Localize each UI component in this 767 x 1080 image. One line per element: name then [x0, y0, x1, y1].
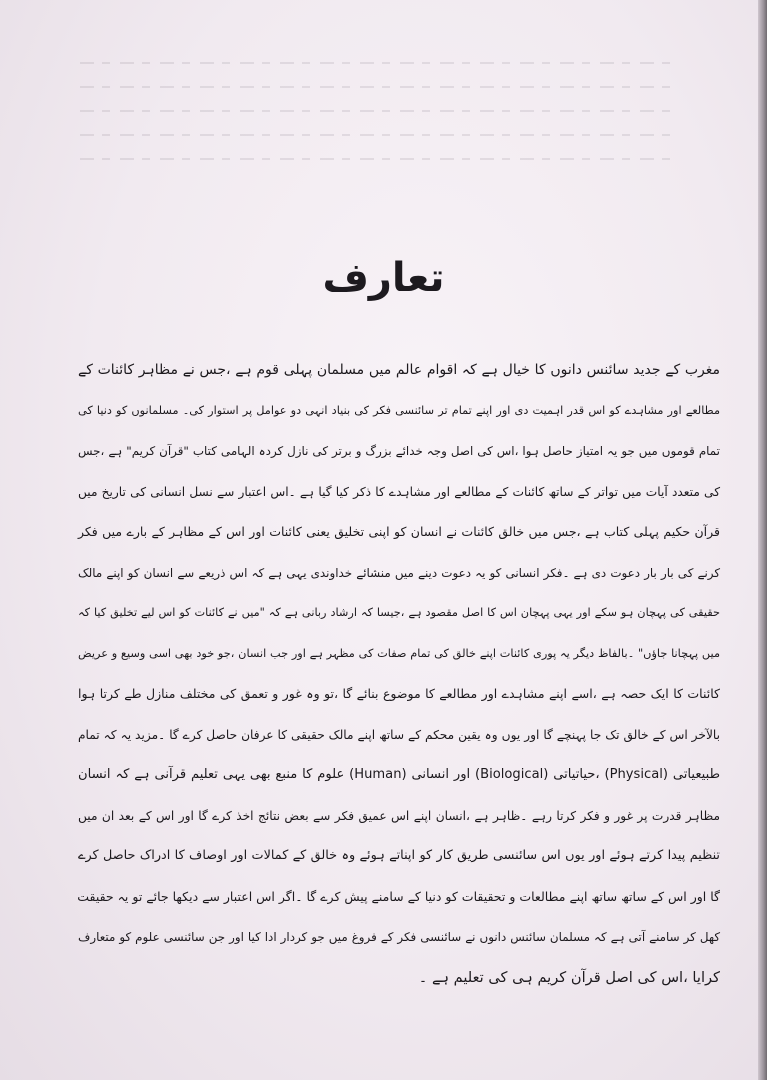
text-line: کرایا ،اس کی اصل قرآن کریم ہی کی تعلیم ہے ۔	[418, 968, 720, 986]
text-line: تنظیم پیدا کرتے ہوئے اور یوں اس سائنسی طریق کار کو اپناتے ہوئے وہ خالق کے کمالات اور اوصاف کا ادراک حاصل کرے	[78, 848, 720, 863]
text-line: کائنات کا ایک حصہ ہے ،اسے اپنے مشاہدے اور مطالعے کا موضوع بنائے گا ،تو وہ غور و تعمق کی مختلف منازل طے کرتا ہوا	[78, 686, 720, 701]
text-line: بالآخر اس کے خالق تک جا پہنچے گا اور یوں وہ یقین محکم کے ساتھ اپنے مالک حقیقی کا عرفان حاصل کرے گا ۔مزید یہ کہ تمام	[78, 727, 720, 742]
text-line: مغرب کے جدید سائنس دانوں کا خیال ہے کہ اقوام عالم میں مسلمان پہلی قوم ہے ،جس نے مظاہر کائنات کے	[78, 362, 720, 378]
body-paragraph	[78, 350, 720, 998]
text-line: تمام قوموں میں جو یہ امتیاز حاصل ہوا ،اس کی اصل وجہ خدائے بزرگ و برتر کی نازل کردہ الہامی کتاب "قرآن کریم" ہے ،جس	[78, 444, 720, 458]
text-line: کی متعدد آیات میں تواتر کے ساتھ کائنات کے مطالعے اور مشاہدے کا ذکر کیا گیا ہے ۔اس اعتبار سے نسل انسانی کی تاریخ میں	[78, 484, 720, 499]
text-line: کرنے کی بار بار دعوت دی ہے ۔فکر انسانی کو یہ دعوت دینے میں منشائے خداوندی یہی ہے کہ اس ذریعے سے انسان کو اپنے مالک	[78, 565, 720, 580]
text-line: طبیعیاتی (Physical) ،حیاتیاتی (Biological) اور انسانی (Human) علوم کا منبع بھی یہی تعلیم قرآنی ہے کہ انسان	[78, 767, 720, 782]
page-title: تعارف	[322, 255, 445, 301]
text-line: حقیقی کی پہچان ہو سکے اور یہی پہچان اس کا اصل مقصود ہے ،جیسا کہ ارشاد ربانی ہے کہ "میں نے کائنات کو اس لیے تخلیق کیا کہ	[78, 606, 720, 619]
text-line: مظاہر قدرت پر غور و فکر کرتا رہے ۔ظاہر ہے ،انسان اپنے اس عمیق فکر سے بعض نتائج اخذ کرے گا اور اس کے بعد ان میں	[78, 808, 720, 823]
text-line: مطالعے اور مشاہدے کو اس قدر اہمیت دی اور اپنے تمام تر سائنسی فکر کی بنیاد انہی دو عوامل پر استوار کی۔ مسلمانوں کو دنیا کی	[78, 403, 720, 417]
page-edge-shadow	[758, 0, 767, 1080]
text-line: قرآن حکیم پہلی کتاب ہے ،جس میں خالق کائنات نے انسان کو اپنی تخلیق یعنی کائنات اور اس کے مظاہر کے بارے میں فکر	[78, 524, 720, 539]
text-line: کھل کر سامنے آتی ہے کہ مسلمان سائنس دانوں نے سائنسی فکر کے فروغ میں جو کردار ادا کیا اور جن سائنسی علوم کو متعارف	[78, 930, 720, 944]
show-through-text	[80, 40, 680, 220]
text-line: گا اور اس کے ساتھ ساتھ اپنے مطالعات و تحقیقات کو دنیا کے سامنے پیش کرے گا ۔اگر اس اعتبار سے دیکھا جائے تو یہ حقیقت	[77, 888, 720, 904]
text-line: میں پہچانا جاؤں" ۔بالفاظ دیگر یہ پوری کائنات اپنے خالق کی تمام صفات کی مظہر ہے اور جب انسان ،جو خود بھی اسی وسیع و عریض	[78, 646, 720, 660]
